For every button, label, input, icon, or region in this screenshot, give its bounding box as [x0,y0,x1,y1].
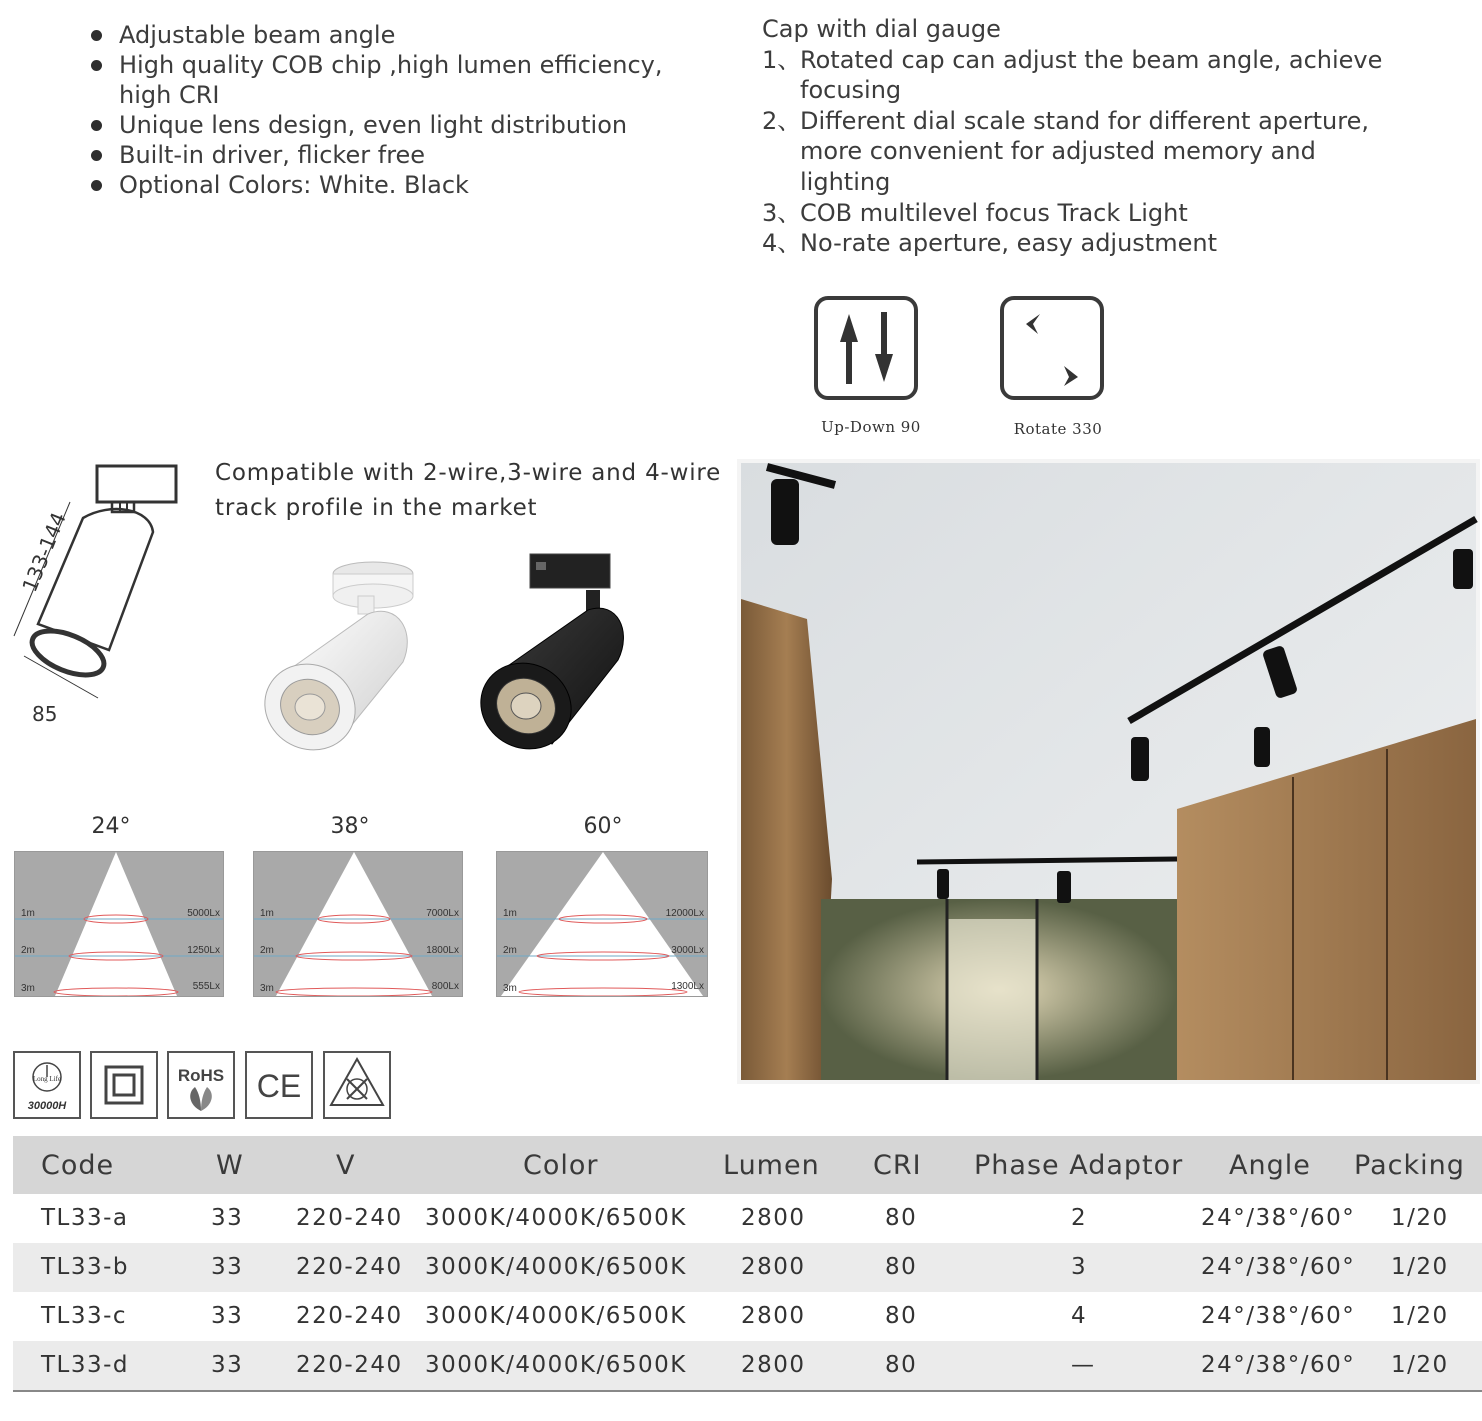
svg-text:3000Lx: 3000Lx [671,945,704,956]
compat-text: Compatible with 2-wire,3-wire and 4-wire track profile in the market [215,460,722,521]
rotate-label: Rotate 330 [1013,420,1103,438]
table-row: TL33-d 33 220-240 3000K/4000K/6500K 2800 80 — 24°/38°/60° 1/20 [13,1341,1482,1390]
double-insulation-icon [90,1051,158,1119]
feature-item: Built-in driver, flicker free [88,140,708,170]
svg-text:30000H: 30000H [27,1100,67,1112]
ce-icon [245,1051,313,1119]
svg-text:CE: CE [256,1068,302,1104]
long-life-icon [13,1051,81,1119]
spec-table [13,1136,1482,1392]
svg-text:1m: 1m [503,908,517,919]
cap-item: 4、 No-rate aperture, easy adjustment [762,229,1217,258]
up-down-label: Up-Down 90 [821,418,921,436]
header-code: Code [41,1150,115,1181]
beam-diagram-24 [14,851,224,997]
svg-text:800Lx: 800Lx [431,981,459,992]
diameter-dimension: 85 [32,702,58,726]
svg-text:3m: 3m [260,983,274,994]
feature-item: Adjustable beam angle [88,20,708,50]
svg-text:1800Lx: 1800Lx [426,945,459,956]
up-down-icon [814,296,918,400]
svg-text:5000Lx: 5000Lx [187,908,220,919]
cap-description [762,14,1402,259]
beam-angle-title: 38° [330,814,370,839]
header-cri: CRI [873,1150,922,1181]
table-header [13,1136,1482,1194]
no-cover-insulation-icon [323,1051,391,1119]
table-row: TL33-a 33 220-240 3000K/4000K/6500K 2800 80 2 24°/38°/60° 1/20 [41,1205,1449,1231]
header-phase: Phase Adaptor [974,1150,1184,1181]
rohs-icon [167,1051,235,1119]
interior-photo [737,459,1480,1084]
table-row: TL33-c 33 220-240 3000K/4000K/6500K 2800 80 4 24°/38°/60° 1/20 [41,1303,1449,1329]
white-track-light [258,552,428,762]
svg-text:2m: 2m [503,945,517,956]
rotate-icon [1000,296,1104,400]
svg-text:555Lx: 555Lx [192,981,220,992]
table-row: TL33-b 33 220-240 3000K/4000K/6500K 2800 80 3 24°/38°/60° 1/20 [13,1243,1482,1292]
beam-diagram-38 [253,851,463,997]
black-track-light [478,548,638,760]
header-packing: Packing [1354,1150,1465,1181]
svg-text:3m: 3m [21,983,35,994]
beam-angle-title: 60° [583,814,623,839]
length-dimension: 133-144 [17,508,71,596]
beam-angle-title: 24° [91,814,131,839]
cap-item: 1、 Rotated cap can adjust the beam angle, achieve focusing [762,45,1383,105]
svg-text:1250Lx: 1250Lx [187,945,220,956]
header-v: V [336,1150,356,1181]
svg-text:Long Life: Long Life [32,1075,62,1083]
svg-text:3m: 3m [503,983,517,994]
header-lumen: Lumen [723,1150,820,1181]
header-w: W [216,1150,244,1181]
svg-text:1m: 1m [21,908,35,919]
beam-diagram-60 [496,851,708,997]
header-angle: Angle [1229,1150,1311,1181]
cap-item: 3、 COB multilevel focus Track Light [762,198,1188,227]
cap-title: Cap with dial gauge [762,15,1001,43]
feature-list [88,20,708,200]
svg-text:1300Lx: 1300Lx [671,981,704,992]
feature-item: High quality COB chip ,high lumen efficiency, high CRI [88,50,708,110]
cap-item: 2、 Different dial scale stand for different aperture, more convenient for adjusted memory and lighting [762,106,1369,196]
feature-item: Unique lens design, even light distribution [88,110,708,140]
table-bottom-rule [13,1390,1482,1392]
feature-item: Optional Colors: White. Black [88,170,708,200]
svg-text:12000Lx: 12000Lx [665,908,704,919]
svg-text:1m: 1m [260,908,274,919]
svg-text:RoHS: RoHS [177,1066,225,1085]
svg-text:7000Lx: 7000Lx [426,908,459,919]
header-color: Color [523,1150,599,1181]
svg-text:2m: 2m [21,945,35,956]
svg-text:2m: 2m [260,945,274,956]
